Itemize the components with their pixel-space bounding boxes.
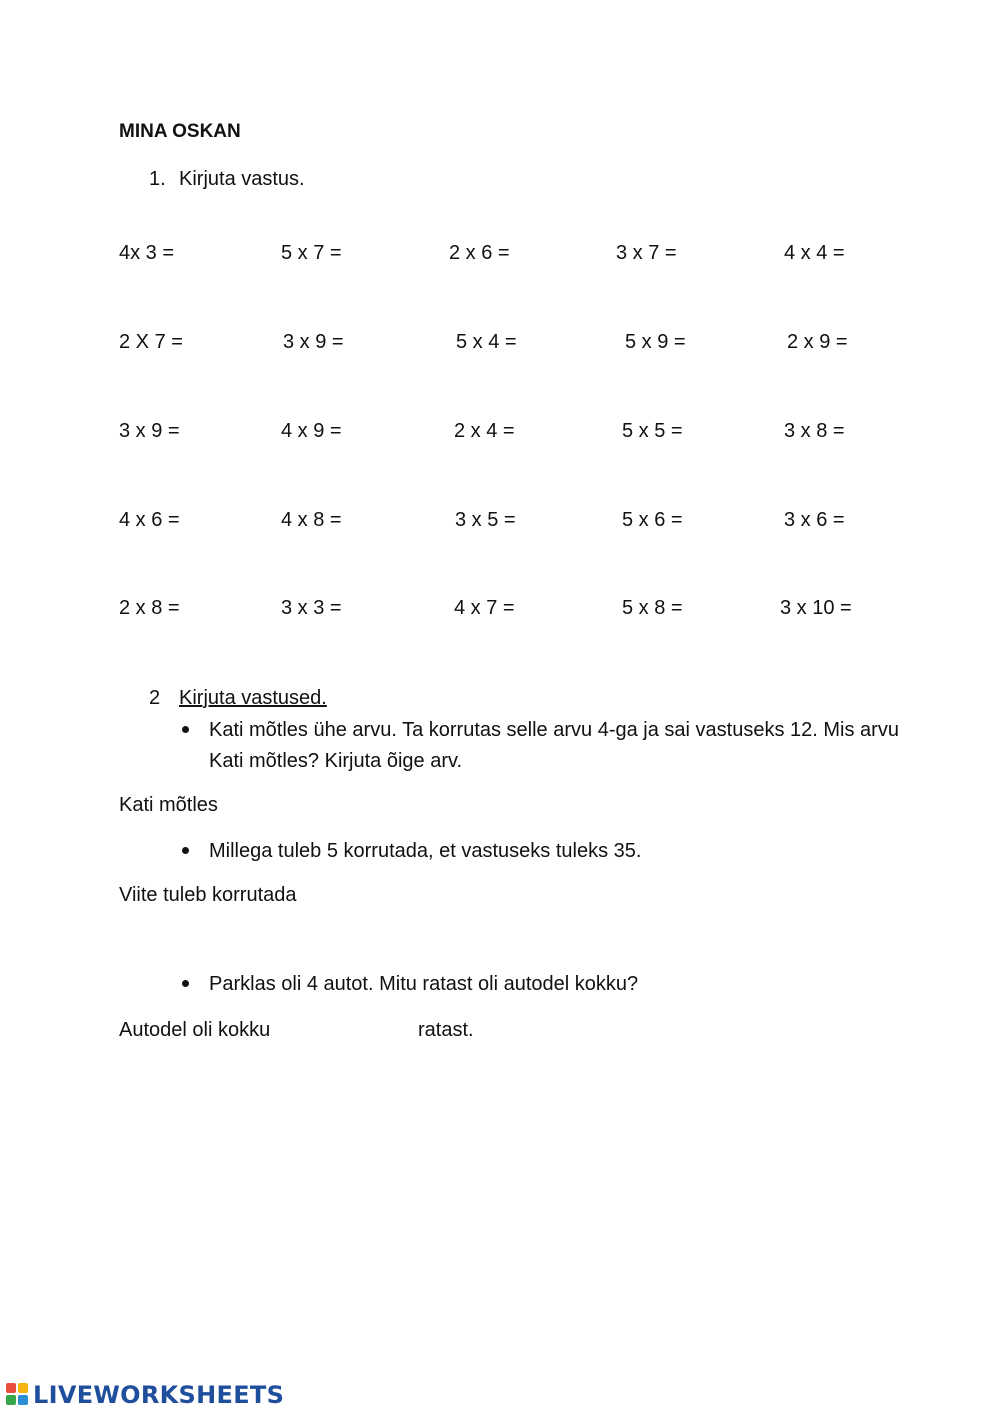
- answer-input[interactable]: [188, 596, 262, 622]
- bullet-icon: [182, 847, 189, 854]
- answer-input[interactable]: [182, 241, 256, 267]
- answer-input[interactable]: [685, 241, 759, 267]
- answer-input[interactable]: [188, 419, 262, 445]
- liveworksheets-logo: [6, 1380, 284, 1410]
- answer-input[interactable]: [856, 330, 930, 356]
- answer-input[interactable]: [190, 330, 264, 356]
- question-2: Millega tuleb 5 korrutada, et vastuseks tuleks 35.: [209, 840, 642, 862]
- equation: 5 x 5 =: [622, 420, 683, 442]
- equation: 3 x 9 =: [119, 420, 180, 442]
- answer-input[interactable]: [350, 508, 424, 534]
- task1-number: 1.: [149, 168, 166, 190]
- answer-1-input[interactable]: [240, 793, 334, 819]
- equation: 4 x 4 =: [784, 242, 845, 264]
- answer-input[interactable]: [853, 508, 927, 534]
- equation: 3 x 8 =: [784, 420, 845, 442]
- equation: 5 x 9 =: [625, 331, 686, 353]
- answer-input[interactable]: [523, 596, 597, 622]
- answer-input[interactable]: [694, 330, 768, 356]
- bullet-icon: [182, 980, 189, 987]
- equation: 2 x 9 =: [787, 331, 848, 353]
- task1-instruction: Kirjuta vastus.: [179, 168, 305, 190]
- equation: 4x 3 =: [119, 242, 175, 264]
- equation: 2 x 8 =: [119, 597, 180, 619]
- answer-input[interactable]: [350, 241, 424, 267]
- answer-input[interactable]: [853, 419, 927, 445]
- answer-input[interactable]: [188, 508, 262, 534]
- equation: 5 x 8 =: [622, 597, 683, 619]
- page-title: MINA OSKAN: [119, 121, 241, 142]
- answer-2-label: Viite tuleb korrutada: [119, 884, 297, 906]
- answer-input[interactable]: [524, 508, 598, 534]
- equation: 4 x 9 =: [281, 420, 342, 442]
- equation: 3 x 9 =: [283, 331, 344, 353]
- equation: 2 x 6 =: [449, 242, 510, 264]
- question-1-line-2: Kati mõtles? Kirjuta õige arv.: [209, 750, 463, 772]
- equation: 5 x 7 =: [281, 242, 342, 264]
- task2-instruction: Kirjuta vastused.: [179, 687, 327, 709]
- answer-3-input[interactable]: [295, 1018, 409, 1044]
- equation: 3 x 7 =: [616, 242, 677, 264]
- answer-input[interactable]: [518, 241, 592, 267]
- logo-block: [6, 1395, 16, 1405]
- logo-blocks-icon: [6, 1383, 30, 1407]
- equation: 2 X 7 =: [119, 331, 183, 353]
- equation: 3 x 10 =: [780, 597, 852, 619]
- brand-name: LIVEWORKSHEETS: [33, 1381, 285, 1409]
- equation: 5 x 4 =: [456, 331, 517, 353]
- answer-2-input[interactable]: [325, 883, 419, 909]
- answer-input[interactable]: [352, 330, 426, 356]
- logo-block: [18, 1395, 28, 1405]
- logo-block: [18, 1383, 28, 1393]
- equation: 4 x 7 =: [454, 597, 515, 619]
- answer-input[interactable]: [691, 419, 765, 445]
- answer-1-label: Kati mõtles: [119, 794, 218, 816]
- equation: 2 x 4 =: [454, 420, 515, 442]
- answer-input[interactable]: [525, 330, 599, 356]
- equation: 4 x 8 =: [281, 509, 342, 531]
- answer-input[interactable]: [523, 419, 597, 445]
- answer-3-suffix: ratast.: [418, 1019, 474, 1041]
- bullet-icon: [182, 726, 189, 733]
- answer-input[interactable]: [350, 419, 424, 445]
- answer-input[interactable]: [862, 596, 936, 622]
- equation: 5 x 6 =: [622, 509, 683, 531]
- question-1-line-1: Kati mõtles ühe arvu. Ta korrutas selle arvu 4-ga ja sai vastuseks 12. Mis arvu: [209, 719, 899, 741]
- answer-input[interactable]: [853, 241, 927, 267]
- answer-input[interactable]: [691, 508, 765, 534]
- equation: 3 x 6 =: [784, 509, 845, 531]
- logo-block: [6, 1383, 16, 1393]
- equation: 3 x 3 =: [281, 597, 342, 619]
- equation: 3 x 5 =: [455, 509, 516, 531]
- task2-number: 2: [149, 687, 161, 709]
- equation: 4 x 6 =: [119, 509, 180, 531]
- answer-input[interactable]: [691, 596, 765, 622]
- answer-3-label: Autodel oli kokku: [119, 1019, 271, 1041]
- answer-input[interactable]: [350, 596, 424, 622]
- question-3: Parklas oli 4 autot. Mitu ratast oli autodel kokku?: [209, 973, 639, 995]
